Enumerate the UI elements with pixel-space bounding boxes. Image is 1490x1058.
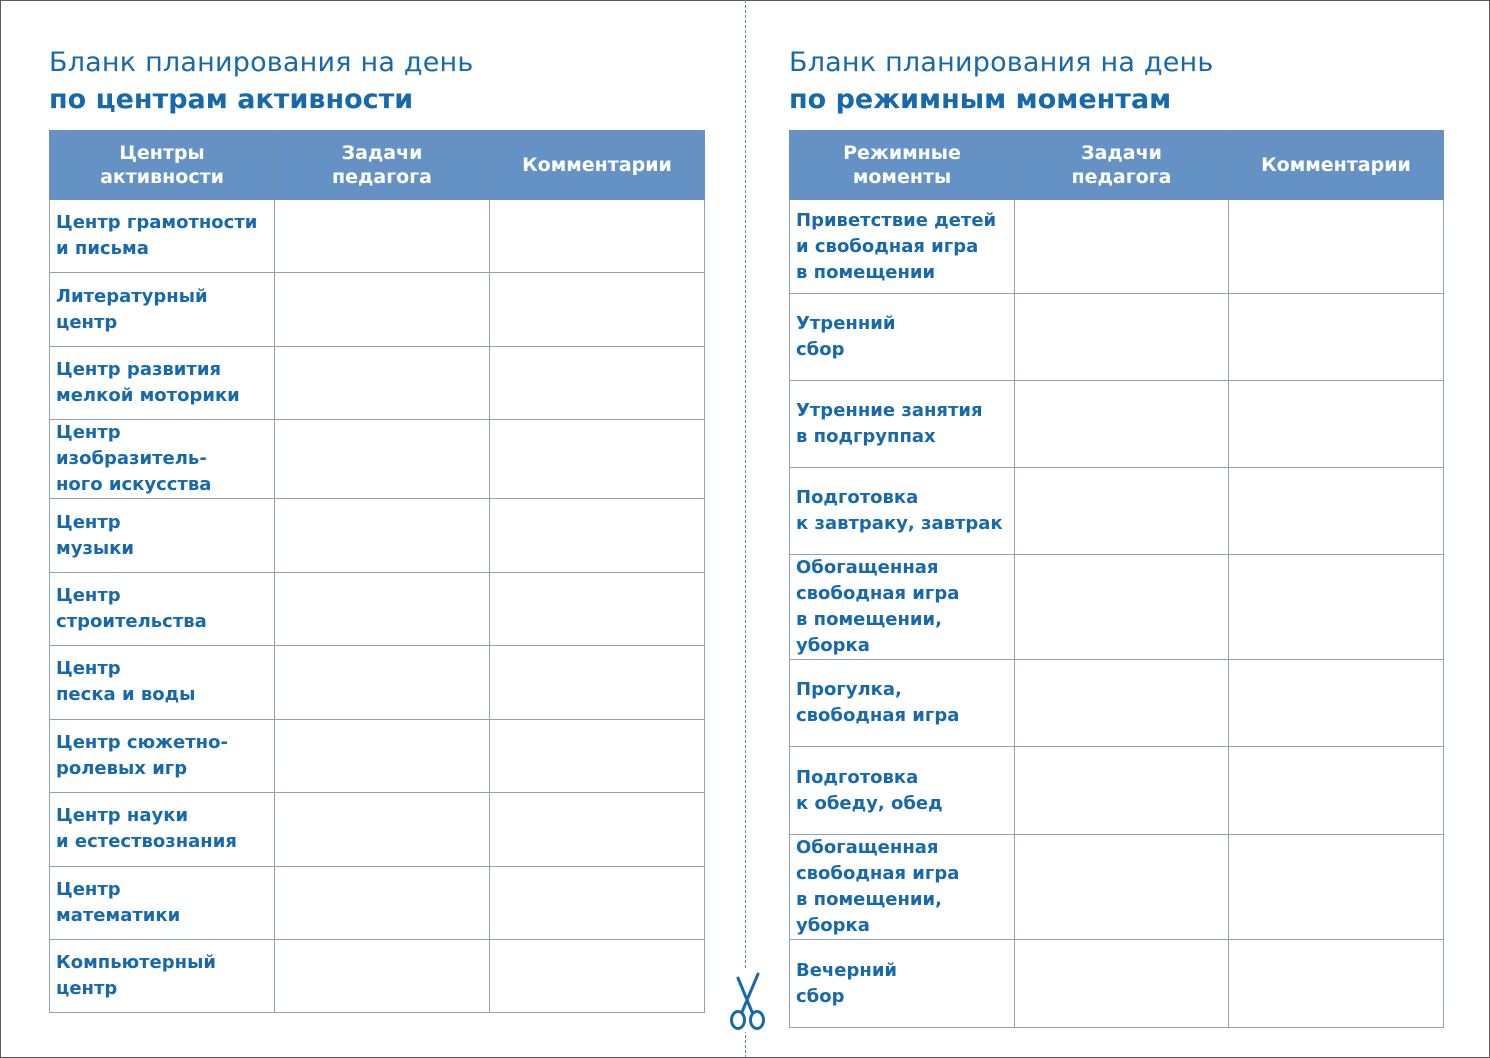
comments-cell[interactable]: [490, 420, 705, 499]
table-row: [50, 572, 705, 645]
teacher-tasks-cell[interactable]: [1015, 468, 1229, 555]
comments-cell[interactable]: [1229, 381, 1444, 468]
teacher-tasks-cell[interactable]: [1015, 747, 1229, 835]
form-title: Бланк планирования на день: [49, 47, 474, 78]
form-subtitle: по режимным моментам: [789, 84, 1172, 115]
teacher-tasks-cell[interactable]: [275, 273, 490, 346]
form-subtitle: по центрам активности: [49, 84, 414, 115]
teacher-tasks-cell[interactable]: [275, 420, 490, 499]
form-title: Бланк планирования на день: [789, 47, 1214, 78]
table-row: [790, 468, 1444, 555]
row-label: Обогащенная свободная игра в помещении, уборка: [790, 835, 1015, 940]
column-header: Комментарии: [1229, 131, 1444, 200]
table-header-row: [790, 131, 1444, 200]
table-row: [790, 940, 1444, 1028]
row-label: Центр музыки: [50, 499, 275, 572]
table-body: [790, 200, 1444, 1028]
teacher-tasks-cell[interactable]: [275, 646, 490, 719]
table-row: [50, 273, 705, 346]
teacher-tasks-cell[interactable]: [1015, 555, 1229, 660]
row-label: Утренний сбор: [790, 294, 1015, 381]
comments-cell[interactable]: [490, 719, 705, 792]
row-label: Утренние занятия в подгруппах: [790, 381, 1015, 468]
table-body: [50, 200, 705, 1013]
row-label: Компьютерный центр: [50, 939, 275, 1012]
teacher-tasks-cell[interactable]: [1015, 835, 1229, 940]
comments-cell[interactable]: [490, 866, 705, 939]
teacher-tasks-cell[interactable]: [1015, 294, 1229, 381]
cut-line: [745, 0, 746, 1058]
comments-cell[interactable]: [490, 499, 705, 572]
row-label: Подготовка к обеду, обед: [790, 747, 1015, 835]
table-row: [790, 294, 1444, 381]
teacher-tasks-cell[interactable]: [275, 719, 490, 792]
row-label: Центр изобразитель- ного искусства: [50, 420, 275, 499]
row-label: Центр строительства: [50, 572, 275, 645]
comments-cell[interactable]: [490, 273, 705, 346]
row-label: Прогулка, свободная игра: [790, 660, 1015, 747]
table-row: [50, 793, 705, 866]
table-row: [50, 646, 705, 719]
table-row: [790, 835, 1444, 940]
teacher-tasks-cell[interactable]: [1015, 660, 1229, 747]
comments-cell[interactable]: [490, 646, 705, 719]
table-row: [50, 200, 705, 273]
comments-cell[interactable]: [490, 346, 705, 419]
column-header: Центры активности: [50, 131, 275, 200]
table-row: [50, 866, 705, 939]
comments-cell[interactable]: [1229, 200, 1444, 294]
column-header: Комментарии: [490, 131, 705, 200]
table-header-row: [50, 131, 705, 200]
teacher-tasks-cell[interactable]: [275, 866, 490, 939]
table-row: [790, 660, 1444, 747]
table-row: [790, 555, 1444, 660]
teacher-tasks-cell[interactable]: [275, 346, 490, 419]
teacher-tasks-cell[interactable]: [275, 499, 490, 572]
comments-cell[interactable]: [1229, 940, 1444, 1028]
row-label: Центр науки и естествознания: [50, 793, 275, 866]
row-label: Обогащенная свободная игра в помещении, уборка: [790, 555, 1015, 660]
teacher-tasks-cell[interactable]: [1015, 940, 1229, 1028]
table-row: [50, 499, 705, 572]
teacher-tasks-cell[interactable]: [1015, 200, 1229, 294]
scissors-icon: [725, 970, 769, 1032]
table-row: [50, 719, 705, 792]
teacher-tasks-cell[interactable]: [1015, 381, 1229, 468]
activity-centers-table: [49, 130, 705, 1013]
routine-moments-table: [789, 130, 1444, 1028]
comments-cell[interactable]: [1229, 555, 1444, 660]
teacher-tasks-cell[interactable]: [275, 200, 490, 273]
comments-cell[interactable]: [1229, 468, 1444, 555]
table-row: [790, 200, 1444, 294]
comments-cell[interactable]: [490, 939, 705, 1012]
row-label: Литературный центр: [50, 273, 275, 346]
comments-cell[interactable]: [490, 200, 705, 273]
row-label: Центр математики: [50, 866, 275, 939]
comments-cell[interactable]: [490, 572, 705, 645]
row-label: Вечерний сбор: [790, 940, 1015, 1028]
column-header: Режимные моменты: [790, 131, 1015, 200]
column-header: Задачи педагога: [275, 131, 490, 200]
column-header: Задачи педагога: [1015, 131, 1229, 200]
teacher-tasks-cell[interactable]: [275, 939, 490, 1012]
comments-cell[interactable]: [1229, 294, 1444, 381]
table-row: [790, 747, 1444, 835]
row-label: Центр сюжетно- ролевых игр: [50, 719, 275, 792]
row-label: Подготовка к завтраку, завтрак: [790, 468, 1015, 555]
row-label: Центр грамотности и письма: [50, 200, 275, 273]
row-label: Центр развития мелкой моторики: [50, 346, 275, 419]
comments-cell[interactable]: [490, 793, 705, 866]
table-row: [790, 381, 1444, 468]
row-label: Приветствие детей и свободная игра в помещении: [790, 200, 1015, 294]
table-row: [50, 939, 705, 1012]
comments-cell[interactable]: [1229, 835, 1444, 940]
table-row: [50, 346, 705, 419]
comments-cell[interactable]: [1229, 747, 1444, 835]
row-label: Центр песка и воды: [50, 646, 275, 719]
table-row: [50, 420, 705, 499]
teacher-tasks-cell[interactable]: [275, 572, 490, 645]
comments-cell[interactable]: [1229, 660, 1444, 747]
teacher-tasks-cell[interactable]: [275, 793, 490, 866]
